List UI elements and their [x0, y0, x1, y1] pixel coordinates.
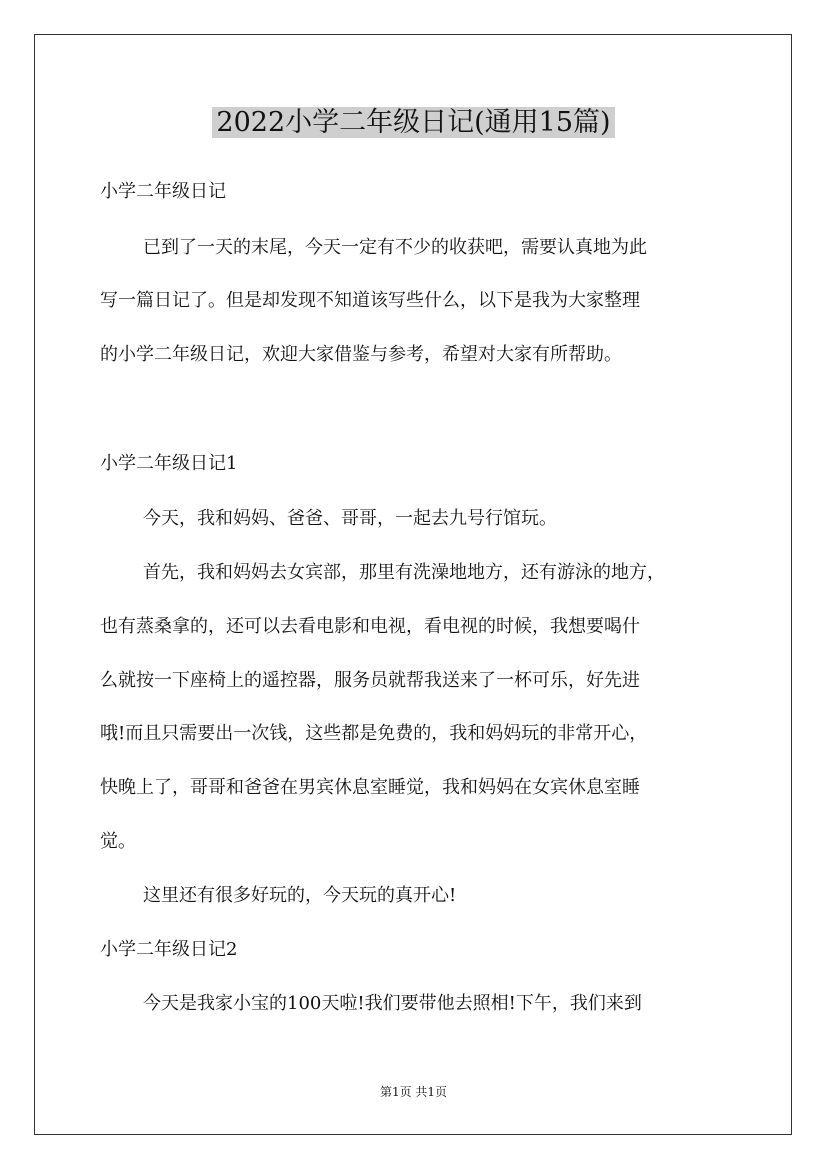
section-heading: 小学二年级日记2	[100, 939, 238, 960]
section-heading: 小学二年级日记	[100, 181, 226, 202]
paragraph-line: 么就按一下座椅上的遥控器，服务员就帮我送来了一杯可乐，好先进	[100, 670, 640, 691]
paragraph-line: 也有蒸桑拿的，还可以去看电影和电视，看电视的时候，我想要喝什	[100, 616, 640, 637]
page-number: 第1页 共1页	[379, 1085, 448, 1099]
title-text: 2022小学二年级日记(通用15篇)	[212, 107, 614, 138]
paragraph-line: 已到了一天的末尾，今天一定有不少的收获吧，需要认真地为此	[143, 237, 647, 258]
paragraph-line: 今天是我家小宝的100天啦!我们要带他去照相!下午，我们来到	[143, 993, 642, 1014]
paragraph-line: 快晚上了，哥哥和爸爸在男宾休息室睡觉，我和妈妈在女宾休息室睡	[100, 777, 640, 798]
document-title	[0, 103, 827, 143]
paragraph-line: 哦!而且只需要出一次钱，这些都是免费的，我和妈妈玩的非常开心，	[100, 723, 648, 744]
paragraph-line: 写一篇日记了。但是却发现不知道该写些什么，以下是我为大家整理	[100, 290, 640, 311]
paragraph-line: 首先，我和妈妈去女宾部，那里有洗澡地地方，还有游泳的地方，	[143, 562, 665, 583]
section-heading: 小学二年级日记1	[100, 453, 238, 474]
paragraph-line: 这里还有很多好玩的，今天玩的真开心!	[143, 885, 457, 906]
paragraph-line: 的小学二年级日记，欢迎大家借鉴与参考，希望对大家有所帮助。	[100, 344, 622, 365]
paragraph-line: 今天，我和妈妈、爸爸、哥哥，一起去九号行馆玩。	[143, 508, 557, 529]
paragraph-line: 觉。	[100, 831, 136, 852]
